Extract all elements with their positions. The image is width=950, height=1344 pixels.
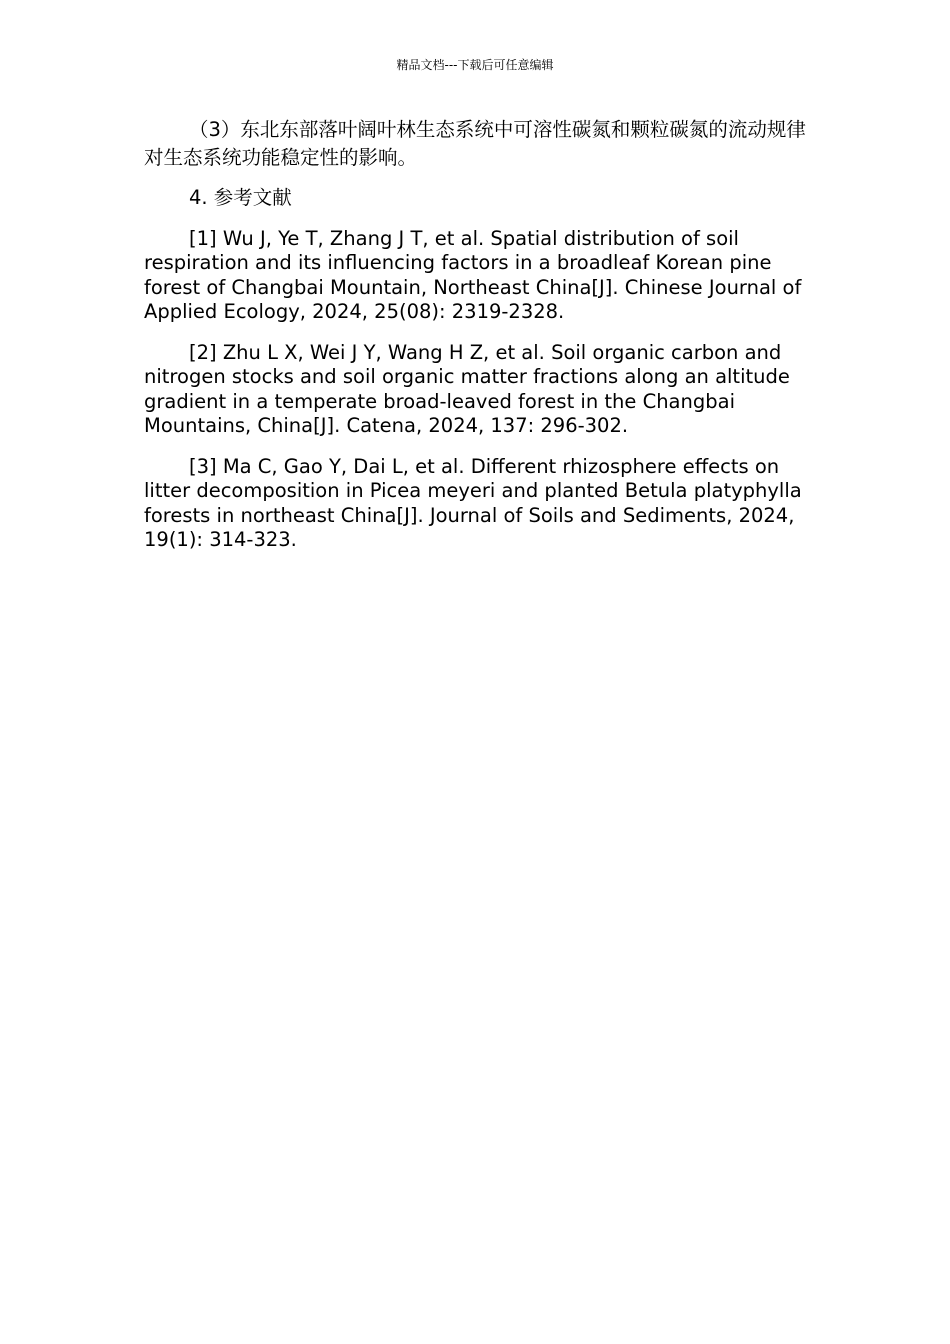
document-body xyxy=(144,116,808,553)
section-heading: 4. 参考文献 xyxy=(189,186,292,209)
intro-paragraph: （3）东北东部落叶阔叶林生态系统中可溶性碳氮和颗粒碳氮的流动规律对生态系统功能稳定性的影响。 xyxy=(144,118,806,169)
reference-item: [3] Ma C, Gao Y, Dai L, et al. Different rhizosphere effects on litter decomposition in Picea meyeri and planted Betula platyphylla forests in northeast China[J]. Journal of Soils and Sediments, 2024, 19(1): 314-323. xyxy=(144,454,802,551)
reference-item: [2] Zhu L X, Wei J Y, Wang H Z, et al. Soil organic carbon and nitrogen stocks and soil organic matter fractions along an altitude gradient in a temperate broad-leaved forest in the Changbai Mountains, China[J]. Catena, 2024, 137: 296-302. xyxy=(144,340,790,437)
page-header: 精品文档---下载后可任意编辑 xyxy=(396,58,554,72)
reference-item: [1] Wu J, Ye T, Zhang J T, et al. Spatial distribution of soil respiration and its influencing factors in a broadleaf Korean pine forest of Changbai Mountain, Northeast China[J]. Chinese Journal of Applied Ecology, 2024, 25(08): 2319-2328. xyxy=(144,226,802,323)
